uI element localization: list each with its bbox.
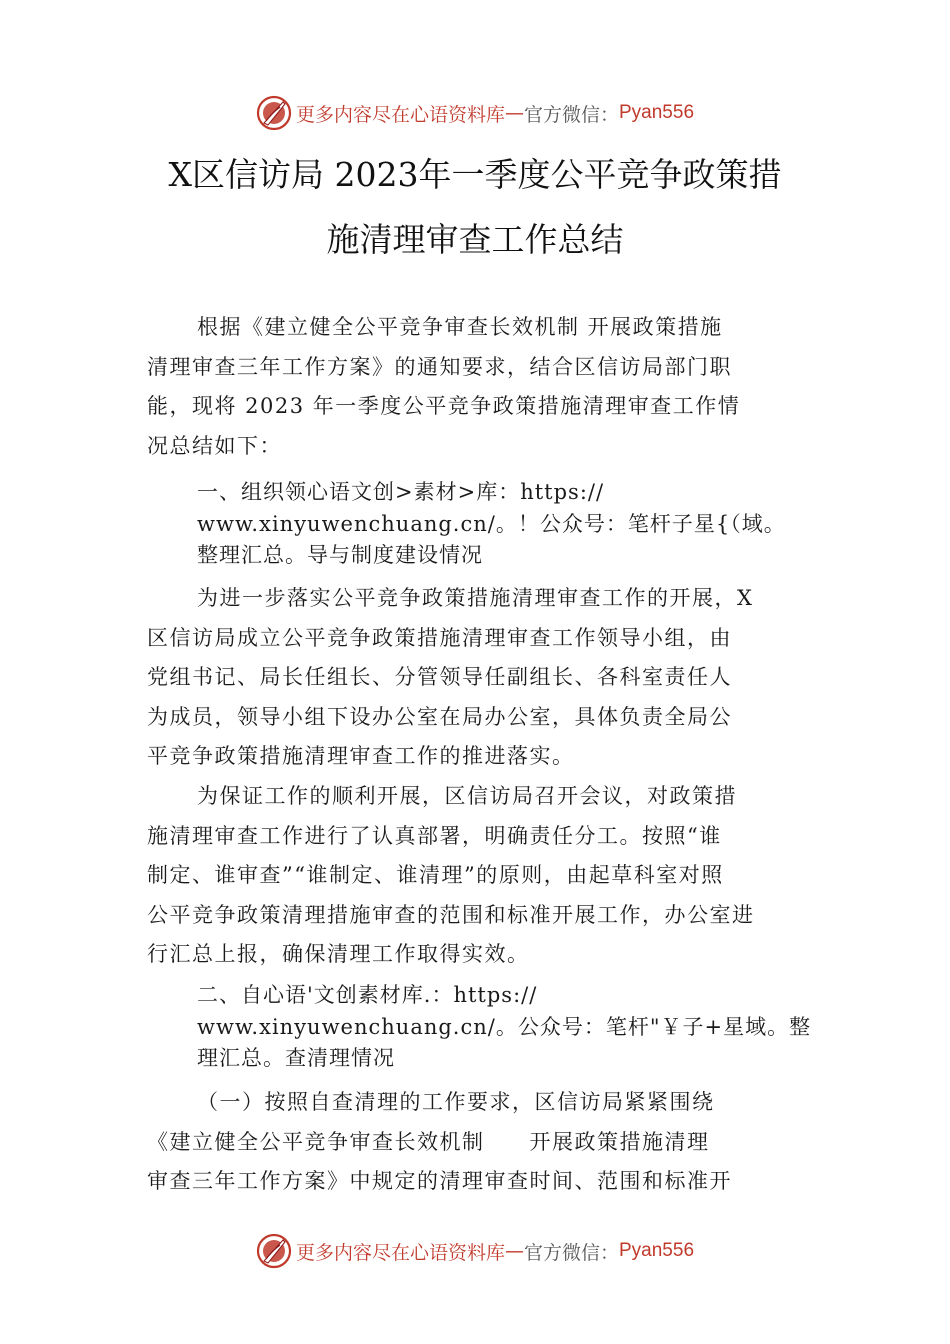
banner-wechat-label: 官方微信： — [523, 103, 619, 126]
text-line: 《建立健全公平竞争审查长效机制 开展政策措施清理 — [147, 1129, 710, 1154]
section-heading-1 — [197, 477, 847, 572]
text-line: 根据《建立健全公平竞争审查长效机制 开展政策措施 — [197, 315, 723, 339]
text-line: 施清理审查工作进行了认真部署，明确责任分工。按照“谁 — [147, 823, 722, 848]
text-line: 整理汇总。导与制度建设情况 — [197, 543, 483, 567]
text-line: 平竞争政策措施清理审查工作的推进落实。 — [147, 744, 575, 768]
banner-account: Pyan556 — [619, 1240, 695, 1261]
text-line: 能，现将 2023 年一季度公平竞争政策措施清理审查工作情 — [147, 394, 741, 418]
text-line: 一、组织领心语文创>素材>库：https:// — [197, 480, 605, 504]
text-line: 区信访局成立公平竞争政策措施清理审查工作领导小组，由 — [147, 625, 732, 650]
banner-wechat-label: 官方微信： — [523, 1241, 619, 1264]
text-line: 为保证工作的顺利开展，区信访局召开会议，对政策措 — [197, 784, 737, 808]
document-title-line-2: 施清理审查工作总结 — [326, 220, 624, 259]
text-line: www.xinyuwenchuang.cn/。公众号：笔杆"￥子+星域。整 — [197, 1014, 812, 1039]
text-line: www.xinyuwenchuang.cn/。！公众号：笔杆子星{（域。 — [197, 511, 786, 536]
banner-separator: — — [504, 102, 524, 124]
text-line: 二、自心语'文创素材库.：https:// — [197, 983, 538, 1007]
banner-account: Pyan556 — [619, 102, 695, 123]
paragraph-work-deployment — [147, 777, 812, 975]
banner-brand: 更多内容尽在心语资料库 — [295, 1241, 505, 1264]
text-line: 为进一步落实公平竞争政策措施清理审查工作的开展，X — [197, 586, 754, 610]
text-line: 况总结如下： — [147, 433, 282, 458]
text-line: 公平竞争政策清理措施审查的范围和标准开展工作，办公室进 — [147, 902, 755, 927]
text-line: 审查三年工作方案》中规定的清理审查时间、范围和标准开 — [147, 1169, 732, 1193]
text-line: 理汇总。查清理情况 — [197, 1046, 395, 1070]
header-banner — [0, 93, 950, 133]
quill-seal-logo-icon — [256, 95, 292, 131]
text-line: 清理审查三年工作方案》的通知要求，结合区信访局部门职 — [147, 354, 732, 379]
footer-banner — [0, 1231, 950, 1271]
document-title-line-1: X区信访局 2023年一季度公平竞争政策措 — [168, 155, 782, 194]
paragraph-leadership-group — [147, 579, 812, 777]
section-heading-2 — [197, 980, 847, 1075]
paragraph-intro — [147, 308, 812, 466]
banner-brand: 更多内容尽在心语资料库 — [295, 103, 505, 126]
quill-seal-logo-icon — [256, 1233, 292, 1269]
text-line: 行汇总上报，确保清理工作取得实效。 — [147, 942, 530, 966]
banner-separator: — — [504, 1240, 524, 1262]
text-line: 制定、谁审查”“谁制定、谁清理”的原则，由起草科室对照 — [147, 863, 724, 887]
paragraph-self-inspection — [147, 1083, 812, 1202]
text-line: （一）按照自查清理的工作要求，区信访局紧紧围绕 — [197, 1090, 715, 1114]
text-line: 为成员，领导小组下设办公室在局办公室，具体负责全局公 — [147, 704, 732, 729]
text-line: 党组书记、局长任组长、分管领导任副组长、各科室责任人 — [147, 665, 732, 689]
